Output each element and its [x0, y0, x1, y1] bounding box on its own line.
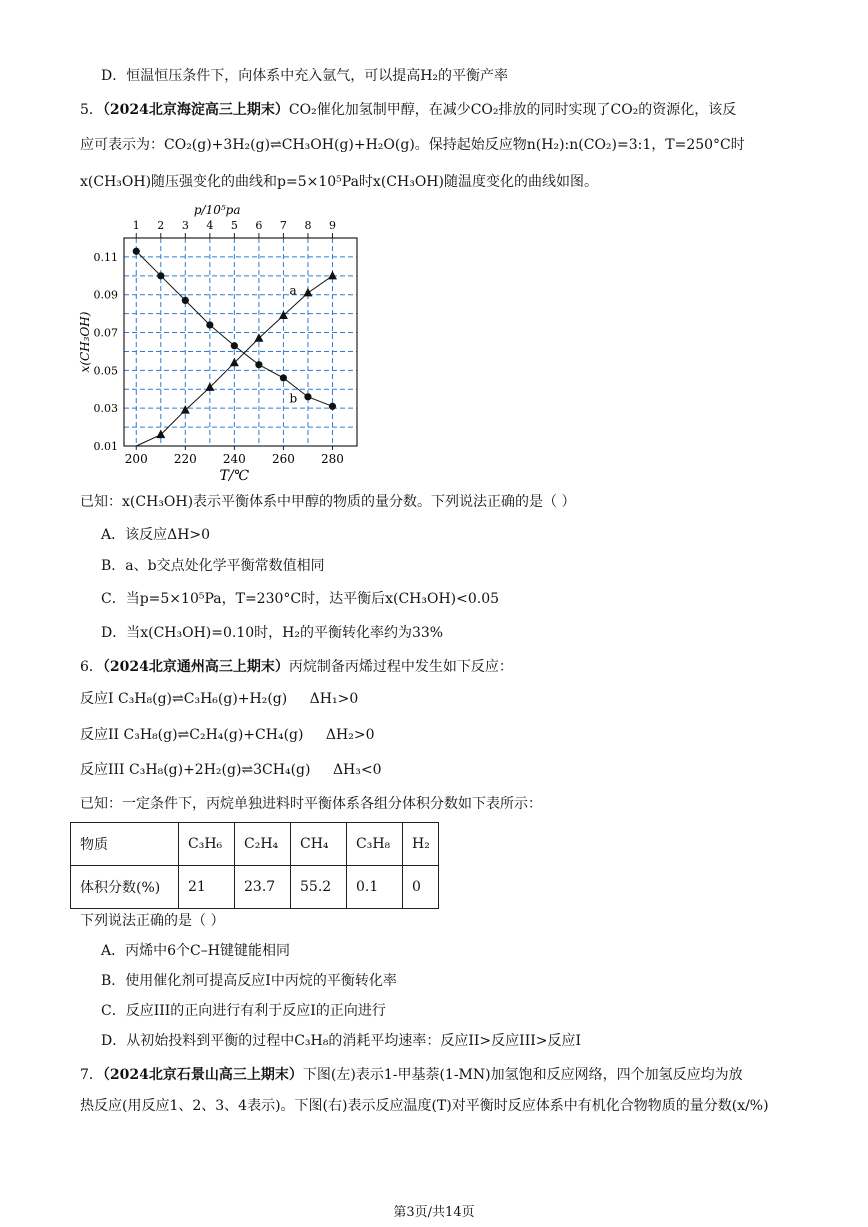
x-tick-label: 280: [321, 452, 344, 466]
page-footer: 第3页/共14页: [393, 1205, 475, 1220]
table-cell: 物质: [71, 823, 179, 866]
q6-source: （2024北京通州高三上期末）: [102, 659, 289, 675]
top-tick-label: 8: [304, 219, 312, 232]
q6-option-c: C．反应III的正向进行有利于反应I的正向进行: [101, 1003, 386, 1019]
data-point-a: [303, 288, 312, 297]
data-point-b: [304, 393, 311, 400]
top-tick-label: 1: [132, 219, 140, 232]
q6-number: 6．: [80, 659, 103, 675]
top-tick-label: 5: [230, 219, 238, 232]
q6-option-a: A．丙烯中6个C–H键键能相同: [101, 943, 290, 959]
volume-fraction-table: [70, 822, 439, 909]
data-point-b: [133, 248, 140, 255]
methanol-fraction-chart: [72, 200, 372, 490]
data-point-a: [279, 311, 288, 320]
reaction-2-dh: ΔH₂>0: [325, 727, 375, 743]
reaction-3-label: 反应III: [80, 762, 125, 778]
x-tick-label: 260: [271, 452, 295, 466]
table-cell: H₂: [403, 823, 439, 866]
data-point-b: [255, 361, 262, 368]
data-point-b: [206, 321, 213, 328]
y-axis-label: x(CH₃OH): [78, 311, 92, 373]
reaction-1-dh: ΔH₁>0: [309, 691, 359, 707]
table-cell: C₂H₄: [235, 823, 291, 866]
y-tick-label: 0.01: [93, 440, 118, 453]
data-point-b: [280, 374, 287, 381]
table-cell: 0: [403, 866, 439, 909]
y-tick-label: 0.03: [93, 402, 118, 416]
table-cell: 体积分数(%): [71, 866, 179, 909]
top-tick-label: 4: [206, 219, 214, 232]
q5-number: 5．: [80, 102, 103, 118]
top-tick-label: 3: [181, 219, 189, 232]
table-cell: 23.7: [235, 866, 291, 909]
q5-option-d: D．当x(CH₃OH)=0.10时，H₂的平衡转化率约为33%: [101, 625, 444, 641]
x-tick-label: 200: [124, 452, 148, 466]
reaction-3: [80, 760, 382, 780]
table-cell: C₃H₆: [179, 823, 235, 866]
data-point-b: [329, 403, 336, 410]
table-cell: 55.2: [291, 866, 347, 909]
data-point-a: [328, 271, 337, 280]
q7-number: 7．: [80, 1067, 103, 1083]
q5-known: 已知：x(CH₃OH)表示平衡体系中甲醇的物质的量分数。下列说法正确的是（ ）: [80, 494, 576, 510]
q5-option-b: B．a、b交点处化学平衡常数值相同: [101, 558, 325, 574]
curve-label-a: a: [289, 283, 297, 298]
table-cell: C₃H₈: [347, 823, 403, 866]
reaction-1-eq: C₃H₈(g)⇌C₃H₆(g)+H₂(g): [117, 691, 288, 707]
top-tick-label: 9: [328, 219, 336, 232]
q5-stem-line2: 应可表示为：CO₂(g)+3H₂(g)⇌CH₃OH(g)+H₂O(g)。保持起始反应物n(H₂):n(CO₂)=3:1，T=250°C时: [80, 137, 745, 153]
top-tick-label: 6: [255, 219, 263, 232]
reaction-2-eq: C₃H₈(g)⇌C₂H₄(g)+CH₄(g): [123, 727, 304, 743]
q5-stem-line3: x(CH₃OH)随压强变化的曲线和p=5×10⁵Pa时x(CH₃OH)随温度变化的曲线如图。: [80, 174, 598, 190]
table-cell: CH₄: [291, 823, 347, 866]
data-point-a: [181, 405, 190, 414]
data-point-b: [157, 272, 164, 279]
plot-frame: [124, 238, 357, 446]
reaction-2-label: 反应II: [80, 727, 120, 743]
x-tick-label: 240: [222, 452, 246, 466]
q5-option-c: C．当p=5×10⁵Pa，T=230°C时，达平衡后x(CH₃OH)<0.05: [101, 591, 500, 607]
prev-option-d: D．恒温恒压条件下，向体系中充入氩气，可以提高H₂的平衡产率: [101, 68, 509, 84]
q6-header: [80, 657, 513, 677]
y-tick-label: 0.05: [93, 364, 118, 378]
y-tick-label: 0.11: [93, 250, 118, 264]
q7-line2: 热反应(用反应1、2、3、4表示)。下图(右)表示反应温度(T)对平衡时反应体系中有机化合物物质的量分数(x/%): [80, 1098, 769, 1114]
data-point-a: [254, 333, 263, 342]
q6-option-d: D．从初始投料到平衡的过程中C₃H₈的消耗平均速率：反应II>反应III>反应I: [101, 1033, 582, 1049]
q6-ask: 下列说法正确的是（ ）: [80, 913, 225, 929]
q6-known: 已知：一定条件下，丙烷单独进料时平衡体系各组分体积分数如下表所示：: [80, 796, 542, 812]
x-axis-label: T/℃: [219, 468, 250, 484]
y-tick-label: 0.07: [93, 326, 118, 340]
q6-stem: 丙烷制备丙烯过程中发生如下反应：: [288, 659, 513, 675]
q5-option-a: A．该反应ΔH>0: [101, 527, 211, 543]
x-tick-label: 220: [173, 452, 197, 466]
reaction-1-label: 反应I: [80, 691, 114, 707]
q6-option-b: B．使用催化剂可提高反应I中丙烷的平衡转化率: [101, 973, 397, 989]
q7-header: [80, 1065, 743, 1085]
q5-header: [80, 100, 736, 120]
q5-stem-line1: CO₂催化加氢制甲醇，在减少CO₂排放的同时实现了CO₂的资源化，该反: [288, 102, 737, 118]
reaction-1: [80, 689, 358, 709]
data-point-b: [182, 297, 189, 304]
table-cell: 21: [179, 866, 235, 909]
y-tick-label: 0.09: [93, 288, 118, 302]
curve-label-b: b: [289, 391, 298, 406]
table-cell: 0.1: [347, 866, 403, 909]
top-tick-label: 7: [279, 219, 287, 232]
q5-source: （2024北京海淀高三上期末）: [102, 102, 289, 118]
reaction-3-eq: C₃H₈(g)+2H₂(g)⇌3CH₄(g): [129, 762, 311, 778]
top-tick-label: 2: [157, 219, 165, 232]
table-row: [71, 866, 439, 909]
q7-source: （2024北京石景山高三上期末）: [102, 1067, 303, 1083]
table-header-row: [71, 823, 439, 866]
reaction-3-dh: ΔH₃<0: [332, 762, 382, 778]
data-point-b: [231, 342, 238, 349]
top-axis-label: p/10⁵pa: [193, 203, 241, 217]
reaction-2: [80, 725, 375, 745]
q7-line1: 下图(左)表示1-甲基萘(1-MN)加氢饱和反应网络，四个加氢反应均为放: [302, 1067, 743, 1083]
